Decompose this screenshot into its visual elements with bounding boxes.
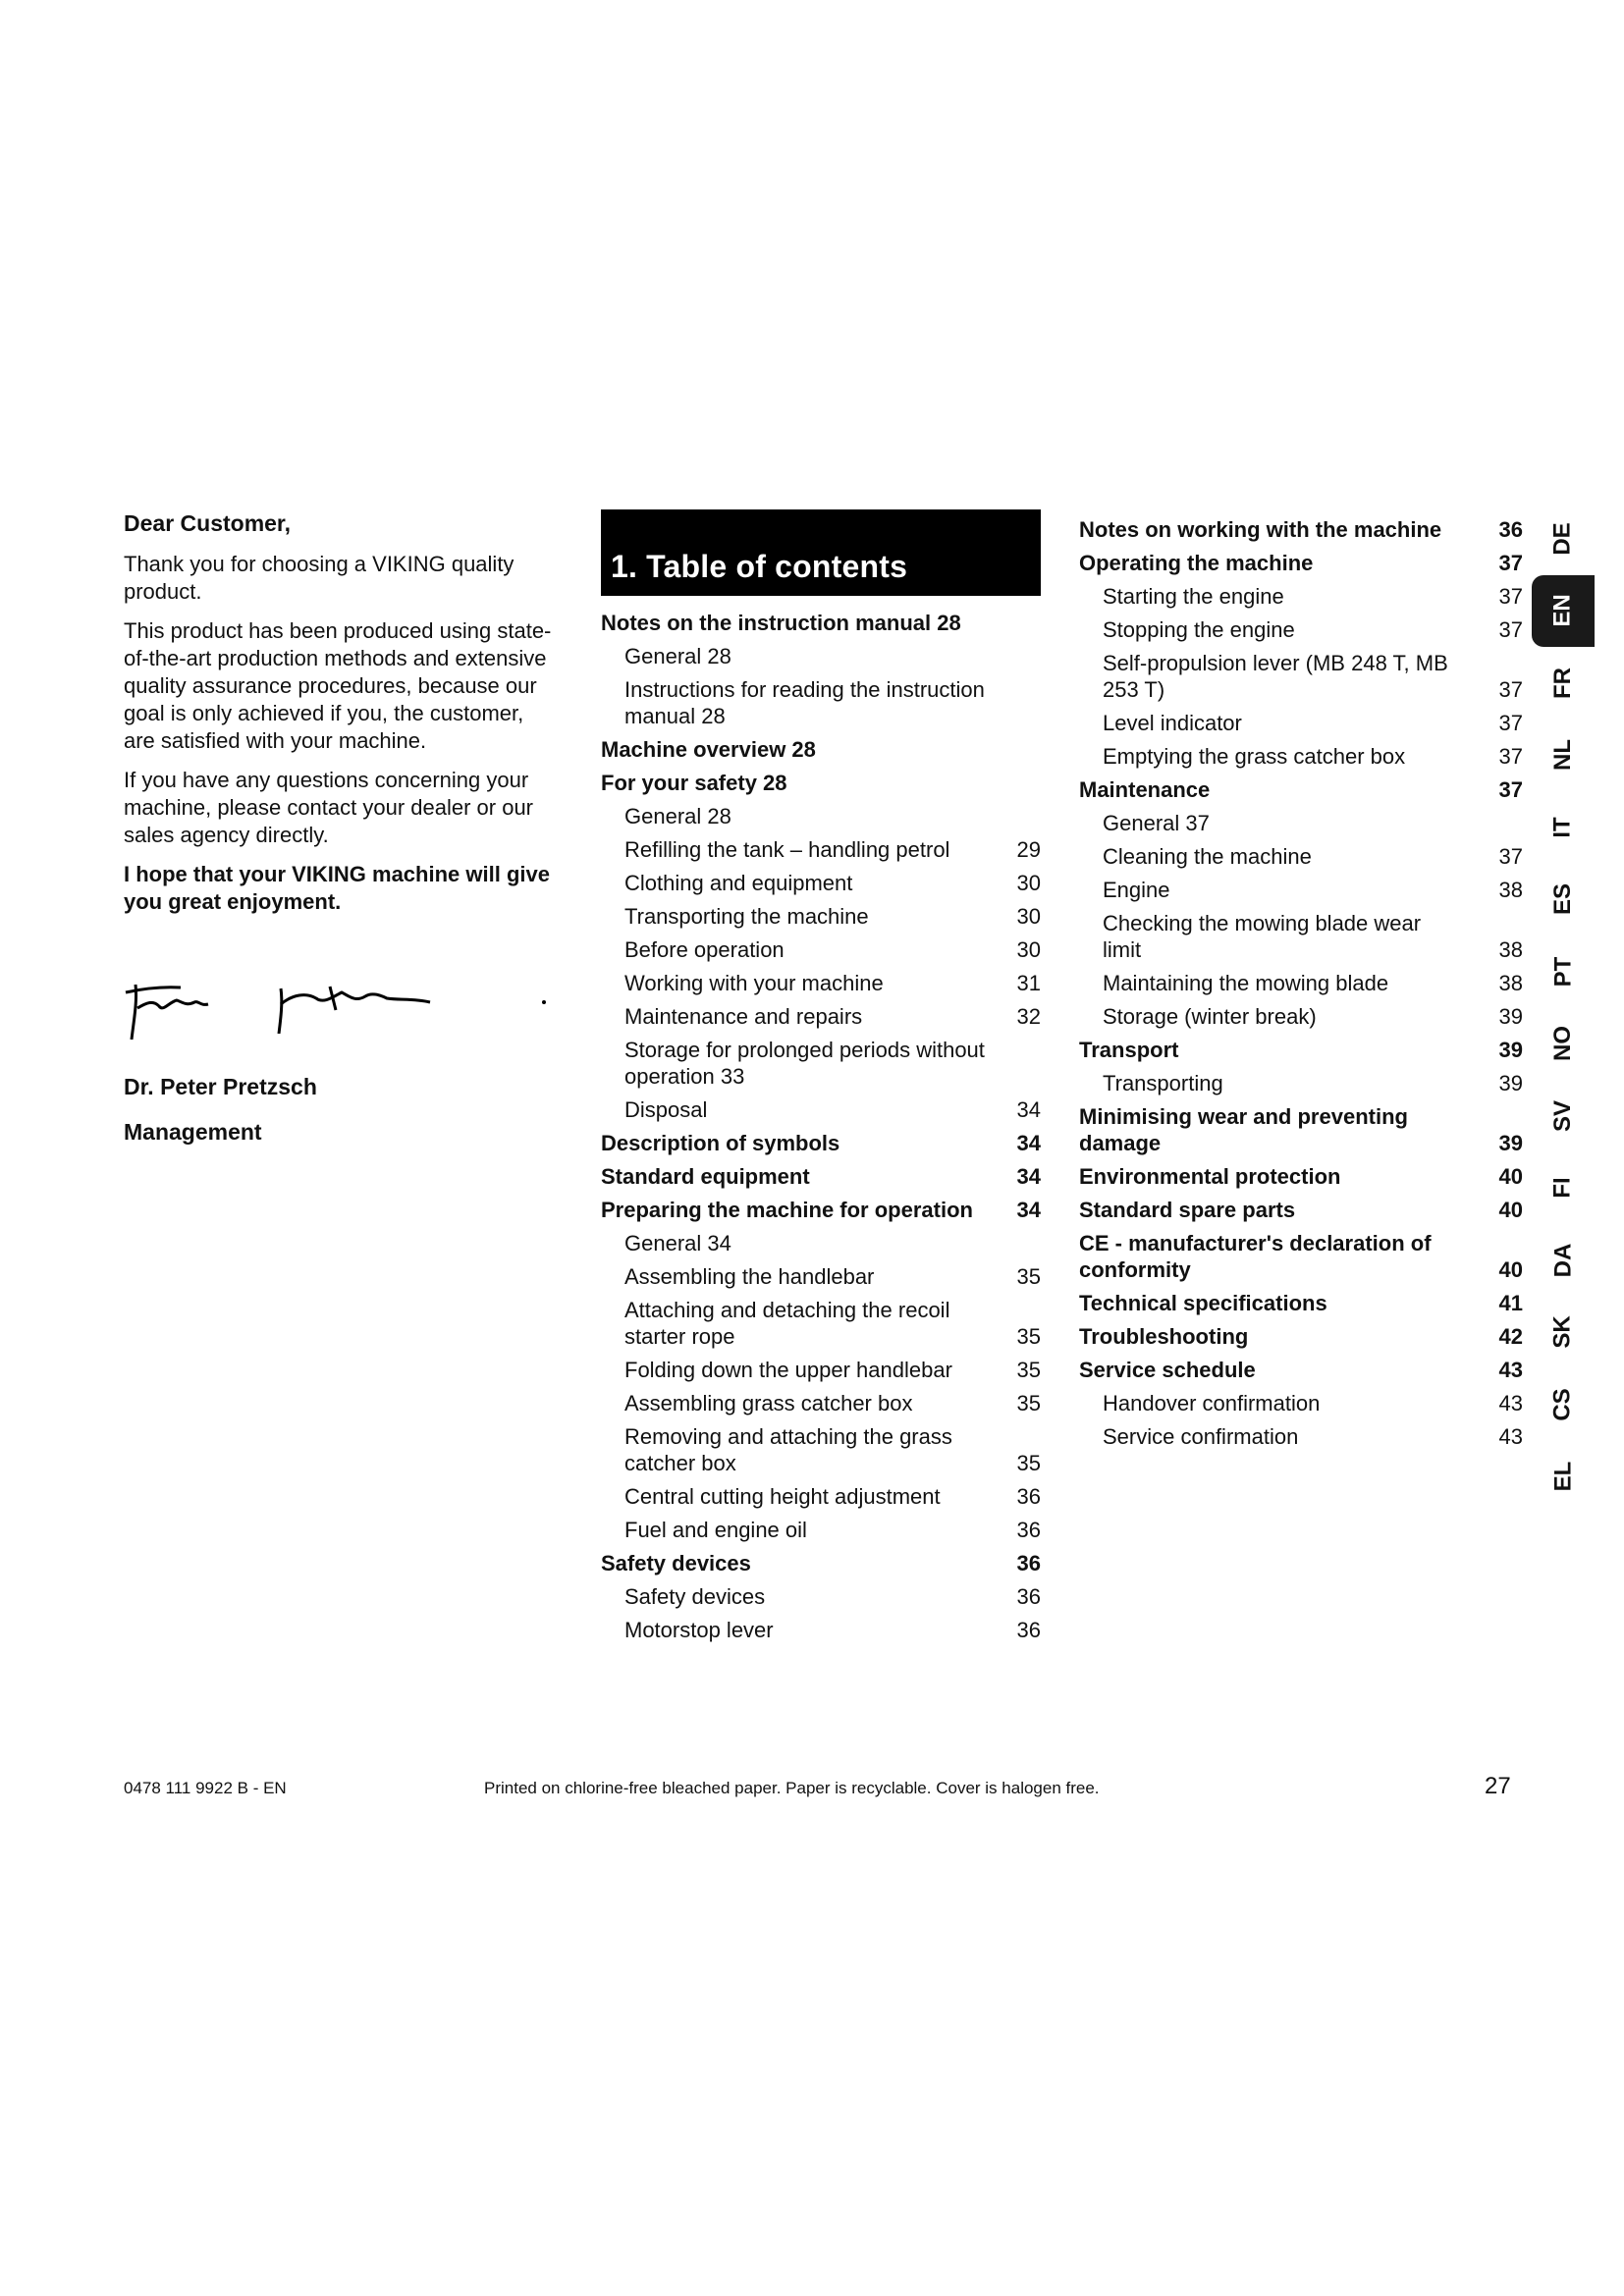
toc-entry-page: 34 — [1016, 1198, 1041, 1222]
language-tab-de — [1532, 503, 1595, 575]
toc-entry-page: 43 — [1498, 1358, 1523, 1382]
toc-entry-title: Stopping the engine — [1103, 617, 1295, 642]
language-tabs — [1532, 503, 1595, 1513]
toc-entry-page: 37 — [1498, 584, 1523, 609]
toc-entry — [601, 1583, 1041, 1610]
toc-entry-title: Starting the engine — [1103, 584, 1284, 609]
toc-entry-title: Level indicator — [1103, 711, 1242, 735]
toc-entry — [601, 1130, 1041, 1156]
handwritten-signature — [124, 963, 556, 1041]
toc-entry-title: Service confirmation — [1103, 1424, 1299, 1449]
language-tab-pt — [1532, 935, 1595, 1008]
toc-entry-title: Maintaining the mowing blade — [1103, 971, 1389, 995]
toc-entry-title: Central cutting height adjustment — [624, 1484, 941, 1509]
toc-entry-title: Preparing the machine for operation — [601, 1198, 973, 1222]
toc-entry-title: Environmental protection — [1079, 1164, 1341, 1189]
toc-column-2 — [1079, 516, 1523, 1457]
letter-closing: I hope that your VIKING machine will give you great enjoyment. — [124, 862, 550, 914]
toc-entry-title: Checking the mowing blade wear limit — [1103, 911, 1422, 962]
toc-entry-title: Self-propulsion lever (MB 248 T, MB 253 T) — [1103, 651, 1448, 702]
toc-entry-title: Engine — [1103, 878, 1170, 902]
language-tab-label: NL — [1549, 739, 1576, 772]
toc-entry-title: Motorstop lever — [624, 1618, 774, 1642]
toc-entry-title: Transporting the machine — [624, 904, 869, 929]
toc-entry — [1079, 583, 1523, 610]
toc-entry-title: Emptying the grass catcher box — [1103, 744, 1406, 769]
language-tab-nl — [1532, 720, 1595, 792]
toc-entry-title: Safety devices — [601, 1551, 751, 1575]
toc-entry-page: 38 — [1498, 878, 1523, 902]
toc-entry-title: Clothing and equipment — [624, 871, 853, 895]
toc-list-2 — [1079, 516, 1523, 1450]
toc-entry-title: Troubleshooting — [1079, 1324, 1249, 1349]
toc-entry-page: 42 — [1498, 1324, 1523, 1349]
toc-entry-page: 34 — [1016, 1097, 1041, 1122]
toc-entry-page: 35 — [1016, 1451, 1041, 1475]
toc-entry-title: CE - manufacturer's declaration of conformity — [1079, 1231, 1432, 1282]
toc-entry-title: General 34 — [624, 1231, 731, 1255]
toc-entry — [601, 1483, 1041, 1510]
language-tab-fr — [1532, 647, 1595, 720]
toc-entry — [601, 1517, 1041, 1543]
language-tab-label: DE — [1549, 522, 1576, 556]
toc-entry — [601, 870, 1041, 896]
toc-entry — [601, 1390, 1041, 1416]
toc-list-1 — [601, 610, 1041, 1643]
toc-entry-title: Working with your machine — [624, 971, 884, 995]
toc-entry — [601, 803, 1041, 829]
toc-entry-title: Operating the machine — [1079, 551, 1314, 575]
toc-entry-title: Maintenance — [1079, 777, 1211, 802]
toc-entry-page: 31 — [1016, 971, 1041, 995]
toc-entry — [601, 1163, 1041, 1190]
toc-entry — [1079, 550, 1523, 576]
toc-entry-page: 34 — [1016, 1131, 1041, 1155]
toc-entry-page: 30 — [1016, 904, 1041, 929]
language-tab-label: EN — [1549, 594, 1576, 627]
toc-entry-page: 36 — [1016, 1584, 1041, 1609]
toc-entry-title: Assembling grass catcher box — [624, 1391, 913, 1415]
toc-entry — [1079, 516, 1523, 543]
toc-entry-page: 39 — [1498, 1071, 1523, 1095]
toc-entry-page: 39 — [1498, 1131, 1523, 1155]
toc-entry-page: 35 — [1016, 1358, 1041, 1382]
toc-entry-page: 37 — [1498, 844, 1523, 869]
toc-entry — [601, 770, 1041, 796]
toc-entry — [601, 1423, 1041, 1476]
toc-entry-title: General 28 — [624, 804, 731, 828]
customer-letter — [124, 509, 561, 1163]
letter-paragraph: If you have any questions concerning your machine, please contact your dealer or our sales agency directly. — [124, 768, 534, 847]
toc-entry — [601, 1197, 1041, 1223]
language-tab-label: FR — [1549, 667, 1576, 699]
letter-paragraph: Thank you for choosing a VIKING quality product. — [124, 552, 514, 604]
toc-entry-page: 38 — [1498, 971, 1523, 995]
toc-entry — [1079, 1163, 1523, 1190]
language-tab-el — [1532, 1441, 1595, 1514]
toc-entry-page: 35 — [1016, 1391, 1041, 1415]
toc-entry-page: 37 — [1498, 711, 1523, 735]
toc-entry — [601, 610, 1041, 636]
toc-entry-title: For your safety 28 — [601, 771, 787, 795]
language-tab-label: NO — [1549, 1026, 1576, 1062]
toc-entry-title: Machine overview 28 — [601, 737, 816, 762]
toc-entry-page: 30 — [1016, 937, 1041, 962]
toc-entry-page: 36 — [1016, 1484, 1041, 1509]
toc-entry-page: 37 — [1498, 777, 1523, 802]
toc-entry-title: Disposal — [624, 1097, 708, 1122]
language-tab-label: SK — [1549, 1315, 1576, 1349]
toc-entry — [601, 903, 1041, 930]
toc-entry — [1079, 1103, 1523, 1156]
toc-entry-title: Standard spare parts — [1079, 1198, 1296, 1222]
toc-entry — [1079, 1323, 1523, 1350]
toc-entry — [601, 936, 1041, 963]
toc-entry — [1079, 650, 1523, 703]
language-tab-es — [1532, 864, 1595, 936]
toc-entry-page: 36 — [1498, 517, 1523, 542]
toc-entry-title: Refilling the tank – handling petrol — [624, 837, 950, 862]
toc-entry-title: Before operation — [624, 937, 785, 962]
toc-entry — [1079, 1070, 1523, 1096]
toc-entry-title: Folding down the upper handlebar — [624, 1358, 952, 1382]
toc-entry-title: Description of symbols — [601, 1131, 840, 1155]
language-tab-cs — [1532, 1368, 1595, 1441]
toc-entry — [601, 970, 1041, 996]
language-tab-label: SV — [1548, 1099, 1576, 1132]
toc-entry-page: 32 — [1016, 1004, 1041, 1029]
toc-entry-page: 35 — [1016, 1264, 1041, 1289]
toc-column-1 — [601, 509, 1041, 1650]
language-tab-label: IT — [1548, 817, 1576, 838]
toc-entry-page: 40 — [1498, 1164, 1523, 1189]
toc-entry — [601, 1357, 1041, 1383]
toc-entry — [1079, 776, 1523, 803]
toc-entry — [601, 736, 1041, 763]
toc-entry — [1079, 616, 1523, 643]
toc-entry — [601, 643, 1041, 669]
toc-entry-page: 41 — [1498, 1291, 1523, 1315]
toc-entry-title: Maintenance and repairs — [624, 1004, 863, 1029]
toc-entry — [1079, 843, 1523, 870]
document-code: 0478 111 9922 B - EN — [124, 1779, 287, 1797]
toc-entry — [601, 1096, 1041, 1123]
toc-entry-title: Transporting — [1103, 1071, 1223, 1095]
toc-entry — [601, 676, 1041, 729]
toc-entry-title: Notes on working with the machine — [1079, 517, 1442, 542]
toc-entry-page: 37 — [1498, 617, 1523, 642]
toc-entry — [601, 836, 1041, 863]
language-tab-it — [1532, 791, 1595, 864]
toc-entry-title: Transport — [1079, 1038, 1179, 1062]
toc-entry-page: 37 — [1498, 744, 1523, 769]
toc-entry-page: 34 — [1016, 1164, 1041, 1189]
language-tab-label: ES — [1548, 883, 1576, 916]
toc-heading: 1. Table of contents — [601, 509, 1041, 596]
toc-entry-page: 40 — [1498, 1198, 1523, 1222]
toc-entry — [601, 1037, 1041, 1090]
toc-entry-page: 35 — [1016, 1324, 1041, 1349]
signatory-role: Management — [124, 1119, 262, 1145]
toc-entry-title: General 28 — [624, 644, 731, 668]
toc-entry-title: Storage for prolonged periods without operation 33 — [624, 1038, 985, 1089]
toc-entry — [1079, 877, 1523, 903]
toc-entry-page: 43 — [1498, 1391, 1523, 1415]
language-tab-label: FI — [1548, 1177, 1576, 1199]
toc-entry-title: Assembling the handlebar — [624, 1264, 875, 1289]
toc-entry-title: Attaching and detaching the recoil starter rope — [624, 1298, 950, 1349]
toc-entry-title: Technical specifications — [1079, 1291, 1327, 1315]
toc-entry-title: Removing and attaching the grass catcher box — [624, 1424, 952, 1475]
toc-entry — [601, 1003, 1041, 1030]
toc-entry-title: Notes on the instruction manual 28 — [601, 611, 961, 635]
toc-entry — [1079, 1003, 1523, 1030]
toc-entry-title: Minimising wear and preventing damage — [1079, 1104, 1408, 1155]
letter-greeting: Dear Customer, — [124, 510, 292, 536]
toc-entry — [1079, 1037, 1523, 1063]
language-tab-sk — [1532, 1297, 1595, 1369]
language-tab-label: PT — [1548, 956, 1576, 988]
toc-entry — [1079, 1390, 1523, 1416]
toc-entry-page: 37 — [1498, 551, 1523, 575]
toc-entry-title: Instructions for reading the instruction manual 28 — [624, 677, 985, 728]
language-tab-da — [1532, 1224, 1595, 1297]
toc-entry — [601, 1263, 1041, 1290]
toc-entry-page: 39 — [1498, 1038, 1523, 1062]
toc-entry-page: 38 — [1498, 937, 1523, 962]
toc-entry-page: 36 — [1016, 1618, 1041, 1642]
letter-paragraph: This product has been produced using state-of-the-art production methods and extensive quality assurance procedures, because our goal is only achieved if you, the customer, are satisfied with your machine. — [124, 618, 552, 753]
paper-note: Printed on chlorine-free bleached paper. Paper is recyclable. Cover is halogen free. — [484, 1779, 1100, 1797]
toc-entry — [601, 1297, 1041, 1350]
toc-entry — [601, 1230, 1041, 1256]
toc-entry-title: Cleaning the machine — [1103, 844, 1312, 869]
toc-entry-page: 36 — [1016, 1518, 1041, 1542]
language-tab-label: EL — [1548, 1461, 1576, 1492]
toc-entry-title: Safety devices — [624, 1584, 766, 1609]
language-tab-sv — [1532, 1080, 1595, 1152]
toc-entry-page: 43 — [1498, 1424, 1523, 1449]
toc-entry — [601, 1617, 1041, 1643]
toc-entry — [1079, 743, 1523, 770]
toc-entry-page: 37 — [1498, 677, 1523, 702]
language-tab-fi — [1532, 1152, 1595, 1225]
toc-entry-title: Service schedule — [1079, 1358, 1256, 1382]
toc-entry — [1079, 1357, 1523, 1383]
language-tab-no — [1532, 1008, 1595, 1081]
toc-entry-title: Fuel and engine oil — [624, 1518, 807, 1542]
toc-entry-title: Standard equipment — [601, 1164, 810, 1189]
toc-entry — [1079, 1230, 1523, 1283]
toc-entry-page: 30 — [1016, 871, 1041, 895]
toc-entry — [1079, 810, 1523, 836]
toc-entry-page: 29 — [1016, 837, 1041, 862]
toc-entry — [1079, 1290, 1523, 1316]
language-tab-label: CS — [1549, 1388, 1576, 1421]
toc-entry-page: 36 — [1016, 1551, 1041, 1575]
toc-entry — [1079, 970, 1523, 996]
page-number: 27 — [1485, 1773, 1511, 1799]
toc-entry — [1079, 1423, 1523, 1450]
toc-entry — [1079, 1197, 1523, 1223]
language-tab-label: DA — [1548, 1243, 1576, 1278]
toc-entry — [601, 1550, 1041, 1576]
signatory-name: Dr. Peter Pretzsch — [124, 1074, 317, 1099]
toc-entry-page: 40 — [1498, 1257, 1523, 1282]
toc-entry — [1079, 710, 1523, 736]
toc-entry-title: Handover confirmation — [1103, 1391, 1321, 1415]
toc-entry-title: General 37 — [1103, 811, 1210, 835]
toc-entry — [1079, 910, 1523, 963]
toc-entry-page: 39 — [1498, 1004, 1523, 1029]
toc-entry-title: Storage (winter break) — [1103, 1004, 1317, 1029]
language-tab-en — [1532, 575, 1595, 648]
